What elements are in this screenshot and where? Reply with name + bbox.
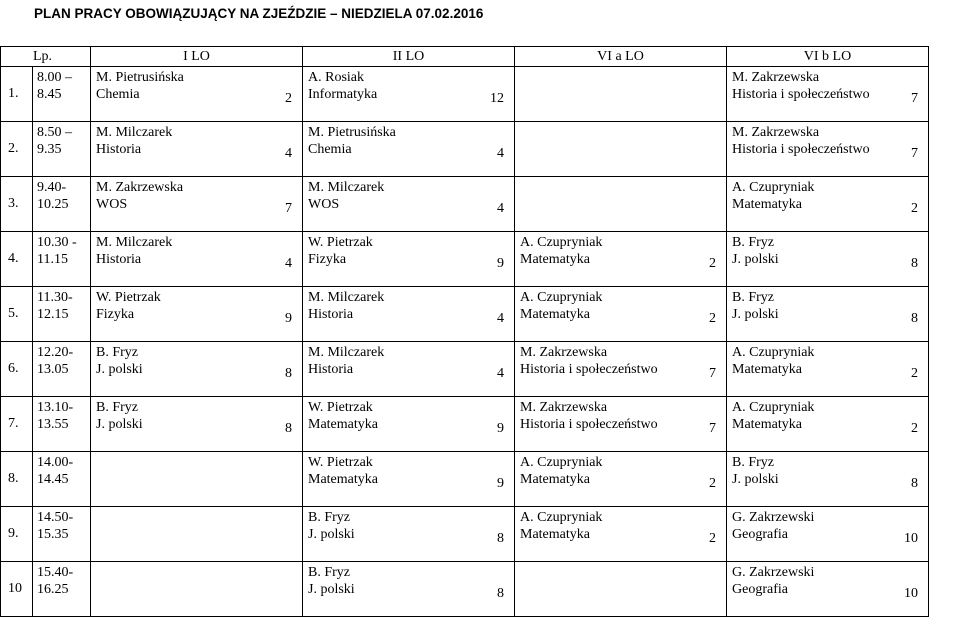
teacher-name — [520, 234, 602, 268]
teacher-label: A. Rosiak — [308, 70, 364, 85]
subject-label: J. polski — [732, 252, 779, 267]
subject-label: Historia i społeczeństwo — [520, 417, 658, 432]
teacher-name — [732, 454, 779, 488]
hours-count: 2 — [285, 91, 292, 106]
teacher-name — [520, 289, 602, 323]
time-end: 14.45 — [37, 472, 69, 487]
time-start: 14.00- — [37, 455, 74, 470]
subject-label: Matematyka — [732, 197, 802, 212]
teacher-label: M. Pietrusińska — [308, 125, 396, 140]
row-number: 6. — [1, 342, 33, 397]
header-lp: Lp. — [1, 47, 91, 67]
teacher-label: B. Fryz — [308, 565, 350, 580]
teacher-name — [520, 399, 658, 433]
subject-label: Historia — [308, 362, 354, 377]
lesson-cell — [515, 342, 727, 397]
lesson-cell — [303, 562, 515, 617]
lesson-cell — [303, 342, 515, 397]
lesson-cell — [303, 177, 515, 232]
hours-count: 9 — [497, 256, 504, 271]
lesson-cell — [91, 562, 303, 617]
subject-label: Matematyka — [308, 417, 378, 432]
table-row — [1, 67, 929, 122]
lesson-cell — [515, 122, 727, 177]
teacher-name — [96, 289, 161, 323]
subject-label: WOS — [96, 197, 128, 212]
hours-count: 2 — [709, 256, 716, 271]
teacher-name — [732, 179, 814, 213]
subject-label: J. polski — [732, 472, 779, 487]
teacher-label: M. Milczarek — [96, 235, 173, 250]
teacher-name — [732, 509, 814, 543]
schedule-table — [0, 46, 929, 617]
lesson-cell — [91, 342, 303, 397]
teacher-name — [732, 344, 814, 378]
time-end: 15.35 — [37, 527, 69, 542]
subject-label: Matematyka — [732, 362, 802, 377]
teacher-label: A. Czupryniak — [520, 235, 603, 250]
teacher-name — [308, 69, 377, 103]
subject-label: Geografia — [732, 582, 788, 597]
lesson-cell — [515, 287, 727, 342]
lesson-cell — [303, 452, 515, 507]
table-row — [1, 507, 929, 562]
lesson-cell — [303, 232, 515, 287]
hours-count: 4 — [285, 256, 292, 271]
subject-label: Historia — [308, 307, 354, 322]
subject-label: J. polski — [308, 527, 355, 542]
teacher-label: M. Milczarek — [308, 345, 385, 360]
time-end: 8.45 — [37, 87, 62, 102]
header-i-lo: I LO — [91, 47, 303, 67]
subject-label: Historia i społeczeństwo — [520, 362, 658, 377]
teacher-name — [520, 454, 602, 488]
teacher-label: M. Zakrzewska — [520, 400, 608, 415]
time-start: 15.40- — [37, 565, 74, 580]
hours-count: 10 — [904, 531, 918, 546]
subject-label: Informatyka — [308, 87, 378, 102]
teacher-name — [520, 344, 658, 378]
hours-count: 8 — [911, 256, 918, 271]
lesson-cell — [727, 287, 929, 342]
hours-count: 7 — [911, 91, 918, 106]
lesson-cell — [91, 287, 303, 342]
teacher-name — [96, 69, 184, 103]
hours-count: 9 — [497, 476, 504, 491]
time-end: 12.15 — [37, 307, 69, 322]
time-end: 16.25 — [37, 582, 69, 597]
teacher-name — [96, 399, 143, 433]
time-start: 13.10- — [37, 400, 74, 415]
lesson-cell — [727, 397, 929, 452]
teacher-name — [308, 289, 384, 323]
lesson-cell — [515, 507, 727, 562]
teacher-label: G. Zakrzewski — [732, 565, 815, 580]
lesson-cell — [303, 287, 515, 342]
hours-count: 2 — [911, 366, 918, 381]
teacher-label: M. Milczarek — [96, 125, 173, 140]
lesson-cell — [727, 232, 929, 287]
hours-count: 8 — [911, 311, 918, 326]
teacher-name — [308, 399, 378, 433]
teacher-label: A. Czupryniak — [520, 510, 603, 525]
teacher-name — [732, 564, 814, 598]
subject-label: Historia — [96, 142, 142, 157]
hours-count: 8 — [911, 476, 918, 491]
subject-label: Matematyka — [520, 307, 590, 322]
header-vi-a-lo: VI a LO — [515, 47, 727, 67]
lesson-cell — [303, 122, 515, 177]
subject-label: Geografia — [732, 527, 788, 542]
subject-label: Fizyka — [308, 252, 347, 267]
header-ii-lo: II LO — [303, 47, 515, 67]
lesson-cell — [515, 562, 727, 617]
time-end: 9.35 — [37, 142, 62, 157]
teacher-name — [96, 179, 183, 213]
page-title: PLAN PRACY OBOWIĄZUJĄCY NA ZJEŹDZIE – NIEDZIELA 07.02.2016 — [34, 6, 484, 21]
lesson-cell — [727, 67, 929, 122]
lesson-cell — [727, 452, 929, 507]
hours-count: 4 — [285, 146, 292, 161]
hours-count: 12 — [490, 91, 504, 106]
teacher-name — [520, 509, 602, 543]
teacher-label: A. Czupryniak — [520, 455, 603, 470]
row-number: 9. — [1, 507, 33, 562]
time-start: 8.00 – — [37, 70, 72, 85]
table-row — [1, 562, 929, 617]
table-right-edge — [928, 46, 960, 631]
teacher-label: M. Zakrzewska — [732, 125, 820, 140]
lesson-cell — [91, 397, 303, 452]
lesson-cell — [91, 122, 303, 177]
teacher-label: M. Pietrusińska — [96, 70, 184, 85]
row-number: 1. — [1, 67, 33, 122]
subject-label: J. polski — [732, 307, 779, 322]
time-end: 10.25 — [37, 197, 69, 212]
lesson-cell — [91, 507, 303, 562]
lesson-cell — [727, 342, 929, 397]
subject-label: J. polski — [308, 582, 355, 597]
teacher-label: B. Fryz — [308, 510, 350, 525]
hours-count: 8 — [285, 421, 292, 436]
teacher-name — [308, 509, 355, 543]
teacher-name — [732, 124, 870, 158]
subject-label: Matematyka — [520, 252, 590, 267]
subject-label: Historia i społeczeństwo — [732, 87, 870, 102]
hours-count: 7 — [911, 146, 918, 161]
lesson-cell — [727, 562, 929, 617]
hours-count: 8 — [497, 531, 504, 546]
teacher-label: M. Zakrzewska — [96, 180, 184, 195]
time-slot — [33, 397, 91, 452]
subject-label: Historia i społeczeństwo — [732, 142, 870, 157]
lesson-cell — [515, 177, 727, 232]
teacher-name — [732, 399, 814, 433]
lesson-cell — [727, 122, 929, 177]
time-end: 11.15 — [37, 252, 68, 267]
hours-count: 2 — [911, 201, 918, 216]
table-row — [1, 287, 929, 342]
teacher-name — [96, 344, 143, 378]
hours-count: 9 — [285, 311, 292, 326]
lesson-cell — [515, 67, 727, 122]
time-start: 14.50- — [37, 510, 74, 525]
teacher-label: M. Zakrzewska — [732, 70, 820, 85]
time-start: 11.30- — [37, 290, 73, 305]
lesson-cell — [727, 177, 929, 232]
table-row — [1, 397, 929, 452]
teacher-name — [308, 234, 373, 268]
hours-count: 10 — [904, 586, 918, 601]
time-start: 8.50 – — [37, 125, 72, 140]
hours-count: 4 — [497, 201, 504, 216]
lesson-cell — [303, 67, 515, 122]
teacher-name — [732, 69, 870, 103]
teacher-label: W. Pietrzak — [308, 400, 373, 415]
teacher-label: B. Fryz — [732, 235, 774, 250]
time-slot — [33, 452, 91, 507]
teacher-label: B. Fryz — [732, 290, 774, 305]
teacher-label: B. Fryz — [96, 400, 138, 415]
row-number: 7. — [1, 397, 33, 452]
table-row — [1, 232, 929, 287]
hours-count: 8 — [285, 366, 292, 381]
teacher-name — [732, 289, 779, 323]
subject-label: Matematyka — [520, 472, 590, 487]
subject-label: Fizyka — [96, 307, 135, 322]
header-vi-b-lo: VI b LO — [727, 47, 929, 67]
time-start: 9.40- — [37, 180, 67, 195]
subject-label: Matematyka — [308, 472, 378, 487]
lesson-cell — [515, 232, 727, 287]
lesson-cell — [515, 452, 727, 507]
table-row — [1, 177, 929, 232]
subject-label: J. polski — [96, 417, 143, 432]
teacher-label: A. Czupryniak — [520, 290, 603, 305]
lesson-cell — [515, 397, 727, 452]
teacher-name — [96, 124, 172, 158]
teacher-label: W. Pietrzak — [308, 235, 373, 250]
teacher-name — [308, 124, 396, 158]
hours-count: 7 — [709, 421, 716, 436]
table-row — [1, 342, 929, 397]
teacher-label: B. Fryz — [732, 455, 774, 470]
time-slot — [33, 177, 91, 232]
subject-label: J. polski — [96, 362, 143, 377]
teacher-name — [96, 234, 172, 268]
hours-count: 7 — [285, 201, 292, 216]
hours-count: 4 — [497, 146, 504, 161]
subject-label: Chemia — [308, 142, 352, 157]
lesson-cell — [91, 232, 303, 287]
teacher-label: A. Czupryniak — [732, 345, 815, 360]
subject-label: Matematyka — [520, 527, 590, 542]
hours-count: 4 — [497, 366, 504, 381]
hours-count: 2 — [709, 531, 716, 546]
teacher-label: B. Fryz — [96, 345, 138, 360]
teacher-name — [308, 179, 384, 213]
subject-label: Historia — [96, 252, 142, 267]
time-end: 13.55 — [37, 417, 69, 432]
lesson-cell — [91, 177, 303, 232]
row-number: 8. — [1, 452, 33, 507]
hours-count: 2 — [709, 311, 716, 326]
teacher-label: A. Czupryniak — [732, 180, 815, 195]
lesson-cell — [91, 452, 303, 507]
teacher-label: A. Czupryniak — [732, 400, 815, 415]
time-slot — [33, 562, 91, 617]
subject-label: Chemia — [96, 87, 140, 102]
time-slot — [33, 342, 91, 397]
subject-label: WOS — [308, 197, 340, 212]
row-number: 4. — [1, 232, 33, 287]
hours-count: 7 — [709, 366, 716, 381]
teacher-label: M. Milczarek — [308, 290, 385, 305]
time-slot — [33, 232, 91, 287]
time-slot — [33, 122, 91, 177]
teacher-name — [732, 234, 779, 268]
lesson-cell — [303, 397, 515, 452]
teacher-label: W. Pietrzak — [96, 290, 161, 305]
hours-count: 2 — [709, 476, 716, 491]
time-start: 10.30 - — [37, 235, 77, 250]
lesson-cell — [303, 507, 515, 562]
teacher-label: G. Zakrzewski — [732, 510, 815, 525]
table-row — [1, 122, 929, 177]
row-number: 3. — [1, 177, 33, 232]
row-number: 10 — [1, 562, 33, 617]
row-number: 2. — [1, 122, 33, 177]
teacher-name — [308, 454, 378, 488]
hours-count: 8 — [497, 586, 504, 601]
table-row — [1, 452, 929, 507]
hours-count: 4 — [497, 311, 504, 326]
teacher-label: W. Pietrzak — [308, 455, 373, 470]
time-slot — [33, 287, 91, 342]
teacher-name — [308, 564, 355, 598]
hours-count: 9 — [497, 421, 504, 436]
time-slot — [33, 67, 91, 122]
teacher-label: M. Milczarek — [308, 180, 385, 195]
teacher-label: M. Zakrzewska — [520, 345, 608, 360]
row-number: 5. — [1, 287, 33, 342]
header-row — [1, 47, 929, 67]
time-end: 13.05 — [37, 362, 69, 377]
lesson-cell — [727, 507, 929, 562]
lesson-cell — [91, 67, 303, 122]
hours-count: 2 — [911, 421, 918, 436]
time-slot — [33, 507, 91, 562]
subject-label: Matematyka — [732, 417, 802, 432]
time-start: 12.20- — [37, 345, 74, 360]
teacher-name — [308, 344, 384, 378]
